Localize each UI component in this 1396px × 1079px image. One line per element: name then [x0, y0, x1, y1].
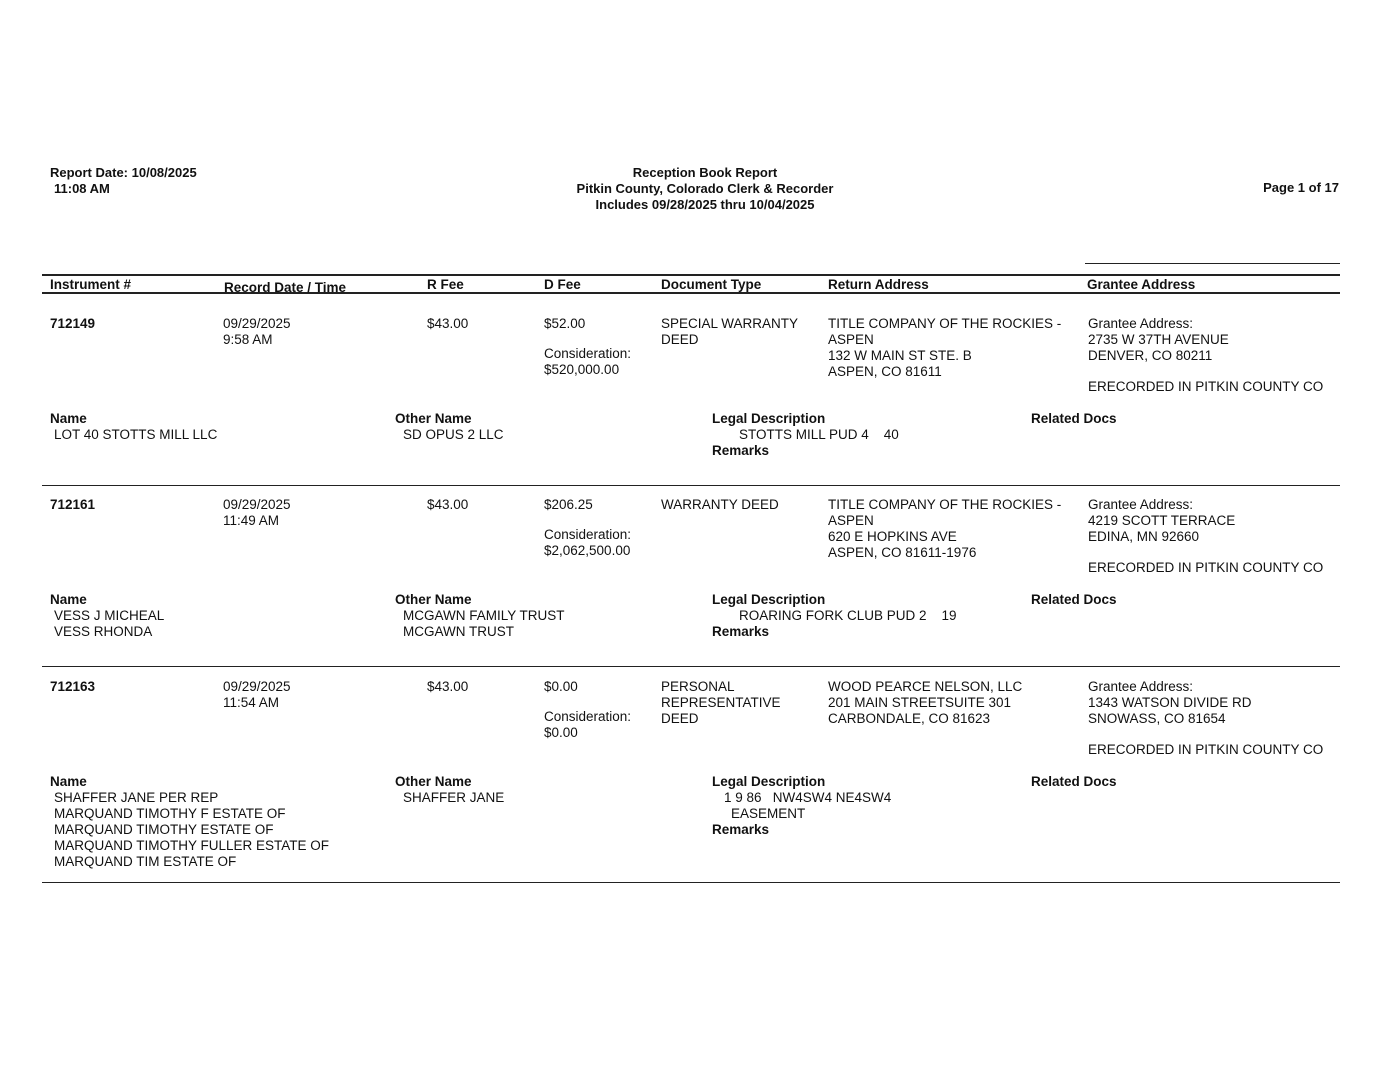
document-type-line: REPRESENTATIVE [661, 695, 781, 710]
return-address-line: 132 W MAIN ST STE. B [828, 348, 972, 363]
header-top-rule-short [1085, 263, 1340, 264]
return-address-line: TITLE COMPANY OF THE ROCKIES - [828, 497, 1062, 512]
return-address-line: TITLE COMPANY OF THE ROCKIES - [828, 316, 1062, 331]
report-subtitle: Pitkin County, Colorado Clerk & Recorder [576, 181, 834, 196]
col-instrument: Instrument # [50, 277, 132, 292]
instrument-number: 712149 [50, 316, 96, 331]
party-name: MARQUAND TIMOTHY ESTATE OF [54, 822, 274, 837]
instrument-number: 712163 [50, 679, 96, 694]
other-party-name: SD OPUS 2 LLC [403, 427, 504, 442]
party-name: LOT 40 STOTTS MILL LLC [54, 427, 218, 442]
r-fee: $43.00 [427, 497, 469, 512]
return-address-line: 201 MAIN STREETSUITE 301 [828, 695, 1012, 710]
name-label: Name [50, 592, 87, 607]
party-name: MARQUAND TIMOTHY FULLER ESTATE OF [54, 838, 330, 853]
record-time: 11:54 AM [223, 695, 280, 710]
grantee-address-line: DENVER, CO 80211 [1088, 348, 1213, 363]
related-docs-label: Related Docs [1031, 774, 1117, 789]
erecorded-note: ERECORDED IN PITKIN COUNTY CO [1088, 742, 1324, 757]
legal-description-line: STOTTS MILL PUD 4 40 [739, 427, 899, 442]
other-party-name: MCGAWN FAMILY TRUST [403, 608, 565, 623]
other-name-label: Other Name [395, 592, 472, 607]
record-time: 11:49 AM [223, 513, 280, 528]
other-name-label: Other Name [395, 411, 472, 426]
party-name: SHAFFER JANE PER REP [54, 790, 219, 805]
return-address-line: CARBONDALE, CO 81623 [828, 711, 991, 726]
document-type-line: SPECIAL WARRANTY [661, 316, 799, 331]
instrument-number: 712161 [50, 497, 96, 512]
document-type-line: PERSONAL [661, 679, 735, 694]
record-time: 9:58 AM [223, 332, 273, 347]
col-document-type: Document Type [661, 277, 762, 292]
consideration-value: $2,062,500.00 [544, 543, 631, 558]
other-party-name: MCGAWN TRUST [403, 624, 514, 639]
report-range: Includes 09/28/2025 thru 10/04/2025 [595, 197, 815, 212]
report-time: 11:08 AM [54, 181, 110, 196]
page-number: Page 1 of 17 [1263, 180, 1339, 195]
other-name-label: Other Name [395, 774, 472, 789]
return-address-line: 620 E HOPKINS AVE [828, 529, 957, 544]
consideration-value: $520,000.00 [544, 362, 620, 377]
report-title: Reception Book Report [632, 165, 778, 180]
d-fee: $0.00 [544, 679, 578, 694]
grantee-address-line: Grantee Address: [1088, 316, 1194, 331]
r-fee: $43.00 [427, 316, 469, 331]
return-address-line: ASPEN, CO 81611-1976 [828, 545, 977, 560]
legal-description-line: ROARING FORK CLUB PUD 2 19 [739, 608, 957, 623]
return-address-line: WOOD PEARCE NELSON, LLC [828, 679, 1023, 694]
d-fee: $52.00 [544, 316, 586, 331]
document-type-line: WARRANTY DEED [661, 497, 779, 512]
col-d-fee: D Fee [544, 277, 581, 292]
related-docs-label: Related Docs [1031, 411, 1117, 426]
other-party-name: SHAFFER JANE [403, 790, 505, 805]
report-date: Report Date: 10/08/2025 [50, 165, 197, 180]
grantee-address-line: 4219 SCOTT TERRACE [1088, 513, 1236, 528]
remarks-label: Remarks [712, 822, 770, 837]
return-address-line: ASPEN, CO 81611 [828, 364, 942, 379]
consideration-label: Consideration: [544, 709, 632, 724]
record-separator [42, 485, 1340, 486]
party-name: VESS J MICHEAL [54, 608, 165, 623]
grantee-address-line: EDINA, MN 92660 [1088, 529, 1200, 544]
legal-description-label: Legal Description [712, 411, 826, 426]
grantee-address-line: Grantee Address: [1088, 679, 1194, 694]
remarks-label: Remarks [712, 624, 770, 639]
legal-description-label: Legal Description [712, 774, 826, 789]
erecorded-note: ERECORDED IN PITKIN COUNTY CO [1088, 379, 1324, 394]
document-type-line: DEED [661, 711, 699, 726]
consideration-label: Consideration: [544, 527, 632, 542]
record-date: 09/29/2025 [223, 316, 291, 331]
col-r-fee: R Fee [427, 277, 464, 292]
grantee-address-line: 1343 WATSON DIVIDE RD [1088, 695, 1252, 710]
legal-description-line: EASEMENT [731, 806, 806, 821]
legal-description-line: 1 9 86 NW4SW4 NE4SW4 [724, 790, 892, 805]
name-label: Name [50, 774, 87, 789]
return-address-line: ASPEN [828, 513, 874, 528]
r-fee: $43.00 [427, 679, 469, 694]
grantee-address-line: SNOWASS, CO 81654 [1088, 711, 1226, 726]
consideration-label: Consideration: [544, 346, 632, 361]
d-fee: $206.25 [544, 497, 593, 512]
legal-description-label: Legal Description [712, 592, 826, 607]
party-name: MARQUAND TIMOTHY F ESTATE OF [54, 806, 286, 821]
record-separator [42, 882, 1340, 883]
related-docs-label: Related Docs [1031, 592, 1117, 607]
party-name: VESS RHONDA [54, 624, 153, 639]
record-separator [42, 666, 1340, 667]
party-name: MARQUAND TIM ESTATE OF [54, 854, 237, 869]
col-record-date: Record Date / Time [224, 280, 347, 295]
grantee-address-line: Grantee Address: [1088, 497, 1194, 512]
col-return-address: Return Address [828, 277, 929, 292]
consideration-value: $0.00 [544, 725, 578, 740]
erecorded-note: ERECORDED IN PITKIN COUNTY CO [1088, 560, 1324, 575]
record-date: 09/29/2025 [223, 497, 291, 512]
record-date: 09/29/2025 [223, 679, 291, 694]
header-top-rule [42, 274, 1340, 276]
document-type-line: DEED [661, 332, 699, 347]
grantee-address-line: 2735 W 37TH AVENUE [1088, 332, 1229, 347]
return-address-line: ASPEN [828, 332, 874, 347]
remarks-label: Remarks [712, 443, 770, 458]
name-label: Name [50, 411, 87, 426]
col-grantee-address: Grantee Address [1087, 277, 1196, 292]
